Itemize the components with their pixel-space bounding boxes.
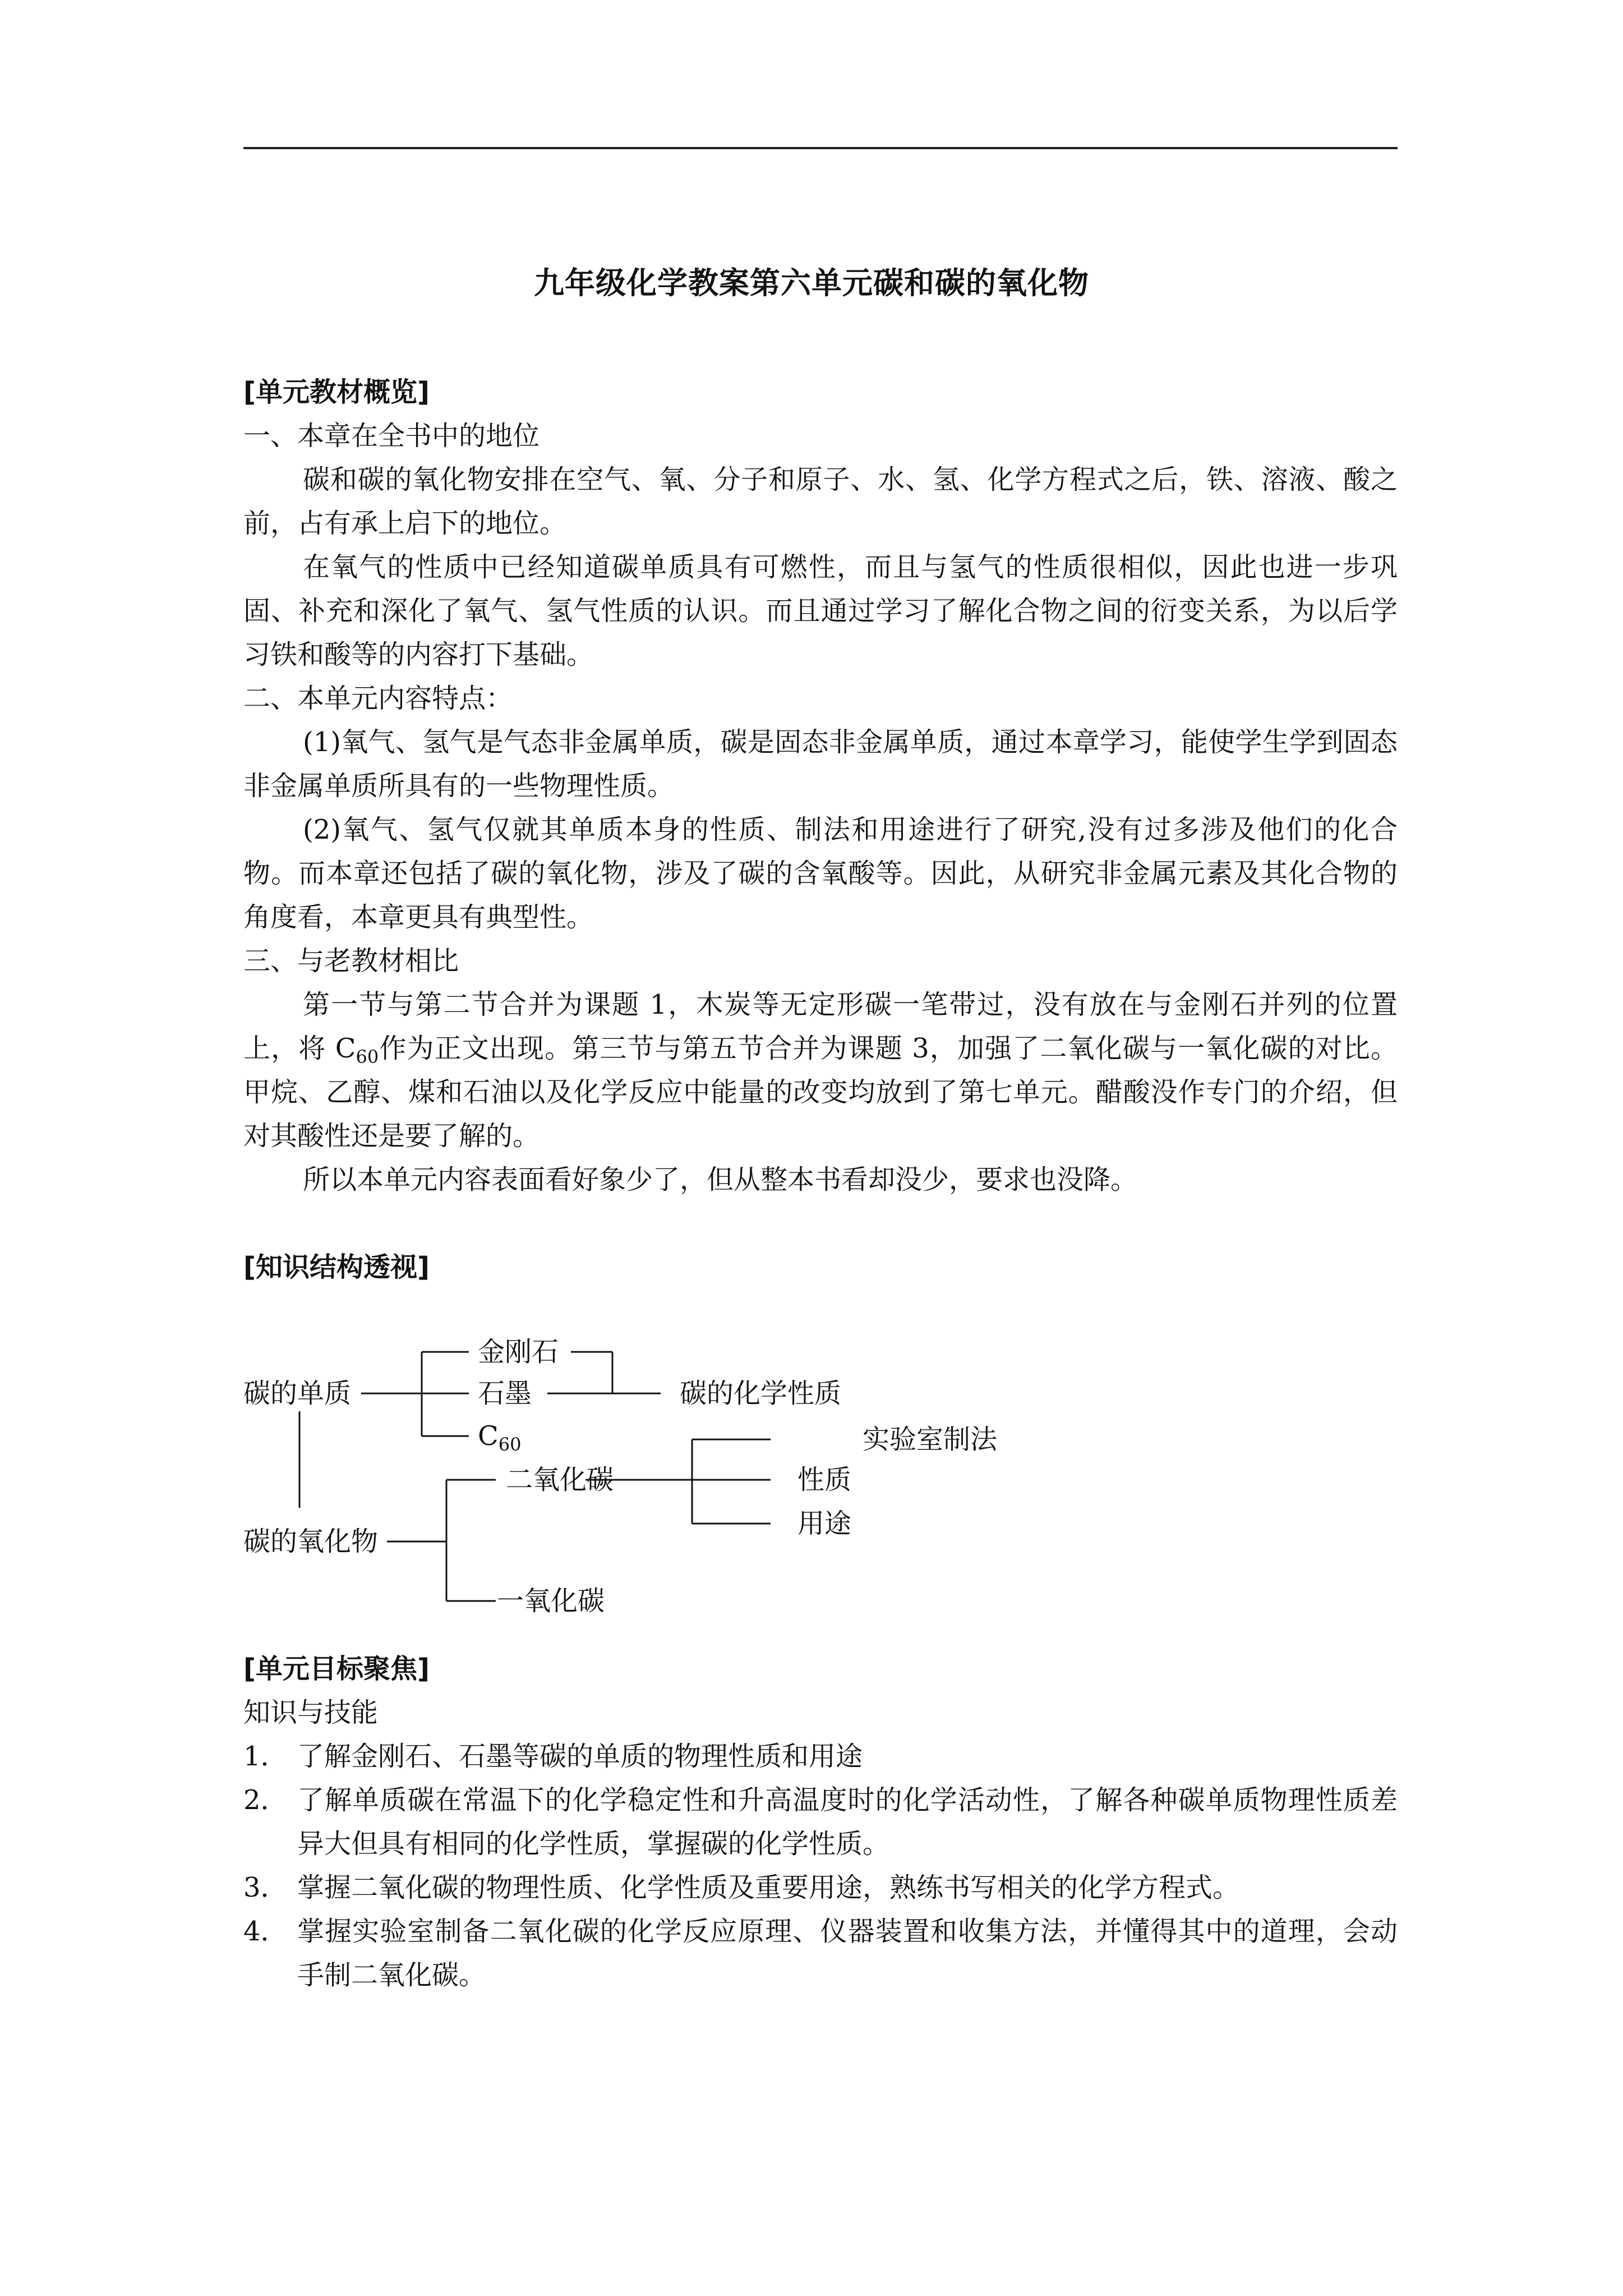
node-properties: 性质 bbox=[797, 1464, 852, 1496]
overview-part1-heading: 一、本章在全书中的地位 bbox=[243, 420, 540, 452]
goal-number: 1． bbox=[243, 1741, 288, 1772]
goal-number: 4． bbox=[243, 1916, 288, 1947]
node-diamond: 金刚石 bbox=[478, 1336, 559, 1368]
goal-number: 2． bbox=[243, 1784, 288, 1816]
node-graphite: 石墨 bbox=[478, 1378, 532, 1409]
node-uses: 用途 bbox=[797, 1508, 852, 1539]
node-carbon-monoxide: 一氧化碳 bbox=[497, 1585, 605, 1617]
part3-text-b: 作为正文出现。第三节与第五节合并为课题 3，加强了二氧化碳与一氧化碳的对比。甲烷、乙醇、煤和石油以及化学反应中能量的改变均放到了第七单元。醋酸没作专门的介绍，但对其酸性还是要了解的。 bbox=[243, 1033, 1398, 1152]
diagram-connectors bbox=[243, 1300, 1398, 1603]
overview-part3-paragraph-1 bbox=[243, 983, 1398, 1158]
node-carbon-elements: 碳的单质 bbox=[243, 1378, 352, 1409]
node-chemical-properties: 碳的化学性质 bbox=[680, 1378, 842, 1409]
overview-part3-paragraph-2: 所以本单元内容表面看好象少了，但从整本书看却没少，要求也没降。 bbox=[303, 1164, 1138, 1195]
c60-subscript: 60 bbox=[356, 1046, 379, 1068]
section-heading-overview: [单元教材概览] bbox=[243, 376, 430, 408]
node-c60 bbox=[478, 1419, 521, 1453]
overview-part2-paragraph-2: (2)氧气、氢气仅就其单质本身的性质、制法和用途进行了研究,没有过多涉及他们的化合物。而本章还包括了碳的氧化物，涉及了碳的含氧酸等。因此，从研究非金属元素及其化合物的角度看，本章更具有典型性。 bbox=[243, 814, 1398, 933]
c60-symbol: C bbox=[478, 1420, 499, 1452]
node-carbon-oxides: 碳的氧化物 bbox=[243, 1526, 379, 1557]
overview-part1-paragraph-2: 在氧气的性质中已经知道碳单质具有可燃性，而且与氢气的性质很相似，因此也进一步巩固、补充和深化了氧气、氢气性质的认识。而且通过学习了解化合物之间的衍变关系，为以后学习铁和酸等的内容打下基础。 bbox=[243, 551, 1398, 670]
node-carbon-dioxide: 二氧化碳 bbox=[506, 1464, 614, 1496]
c60-symbol-subscript: 60 bbox=[498, 1434, 522, 1455]
overview-part1-paragraph-1: 碳和碳的氧化物安排在空气、氧、分子和原子、水、氢、化学方程式之后，铁、溶液、酸之前，占有承上启下的地位。 bbox=[243, 464, 1398, 539]
overview-part2-paragraph-1: (1)氧气、氢气是气态非金属单质，碳是固态非金属单质，通过本章学习，能使学生学到固态非金属单质所具有的一些物理性质。 bbox=[243, 726, 1398, 802]
goal-item bbox=[243, 1910, 1398, 1997]
goal-number: 3． bbox=[243, 1872, 288, 1903]
header-rule bbox=[243, 147, 1398, 149]
goal-text: 了解金刚石、石墨等碳的单质的物理性质和用途 bbox=[297, 1741, 863, 1772]
knowledge-structure-diagram bbox=[243, 1300, 1398, 1617]
part3-text-a: 第一节与第二节合并为课题 1，木炭等无定形碳一笔带过，没有放在与金刚石并列的位置上，将 C bbox=[243, 989, 1398, 1064]
goal-item bbox=[243, 1734, 1398, 1778]
document-title: 九年级化学教案第六单元碳和碳的氧化物 bbox=[534, 265, 1089, 301]
goals-list bbox=[243, 1734, 1398, 1997]
goal-text: 掌握实验室制备二氧化碳的化学反应原理、仪器装置和收集方法，并懂得其中的道理，会动手制二氧化碳。 bbox=[297, 1916, 1398, 1991]
goal-text: 掌握二氧化碳的物理性质、化学性质及重要用途，熟练书写相关的化学方程式。 bbox=[297, 1872, 1240, 1903]
document-body bbox=[243, 370, 1398, 1997]
goal-item bbox=[243, 1866, 1398, 1910]
section-heading-structure: [知识结构透视] bbox=[243, 1251, 430, 1283]
node-lab-preparation: 实验室制法 bbox=[863, 1424, 998, 1455]
overview-part3-heading: 三、与老教材相比 bbox=[243, 945, 459, 977]
section-heading-goals: [单元目标聚焦] bbox=[243, 1653, 430, 1685]
goals-subheading: 知识与技能 bbox=[243, 1697, 379, 1728]
goal-item bbox=[243, 1778, 1398, 1866]
goal-text: 了解单质碳在常温下的化学稳定性和升高温度时的化学活动性，了解各种碳单质物理性质差异大但具有相同的化学性质，掌握碳的化学性质。 bbox=[297, 1784, 1398, 1860]
overview-part2-heading: 二、本单元内容特点： bbox=[243, 683, 513, 714]
